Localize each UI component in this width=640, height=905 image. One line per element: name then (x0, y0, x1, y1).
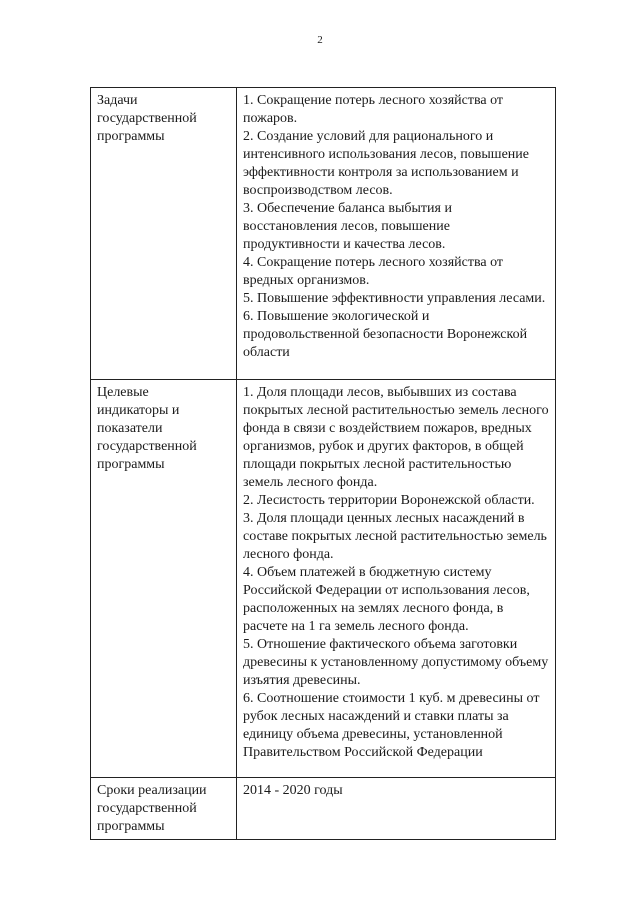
list-item: 5. Отношение фактического объема заготовки древесины к установленному допустимому объему изъятия древесины. (243, 637, 549, 688)
row-value-period (237, 778, 556, 840)
label-line: Задачи (97, 93, 138, 108)
label-line: программы (97, 129, 165, 144)
page-number: 2 (317, 34, 323, 46)
table-row-period (91, 778, 556, 840)
program-passport-table (90, 87, 556, 840)
list-item: 6. Повышение экологической и продовольственной безопасности Воронежской области (243, 309, 528, 360)
label-line: государственной (97, 801, 197, 816)
row-label-indicators (91, 380, 237, 778)
label-line: государственной (97, 111, 197, 126)
list-item: 2. Лесистость территории Воронежской области. (243, 493, 535, 508)
list-item: 2014 - 2020 годы (243, 783, 343, 798)
label-line: индикаторы и (97, 403, 180, 418)
label-line: государственной (97, 439, 197, 454)
label-line: Целевые (97, 385, 149, 400)
list-item: 3. Доля площади ценных лесных насаждений в составе покрытых лесной растительностью земель лесного фонда. (243, 511, 547, 562)
table-row-tasks (91, 88, 556, 380)
list-item: 4. Сокращение потерь лесного хозяйства от вредных организмов. (243, 255, 504, 288)
table-row-indicators (91, 380, 556, 778)
label-line: программы (97, 457, 165, 472)
list-item: 1. Доля площади лесов, выбывших из состава покрытых лесной растительностью земель лесного фонда в связи с воздействием пожаров, вредных организмов, рубок и других факторов, в общей площади покрытых лесной растительностью земель лесного фонда. (243, 385, 549, 490)
list-item: 6. Соотношение стоимости 1 куб. м древесины от рубок лесных насаждений и ставки платы за единицу объема древесины, установленной Правительством Российской Федерации (243, 691, 540, 760)
label-line: Сроки реализации (97, 783, 207, 798)
list-item: 5. Повышение эффективности управления лесами. (243, 291, 546, 306)
row-label-period (91, 778, 237, 840)
list-item: 3. Обеспечение баланса выбытия и восстановления лесов, повышение продуктивности и качества лесов. (243, 201, 452, 252)
label-line: программы (97, 819, 165, 834)
label-line: показатели (97, 421, 163, 436)
list-item: 1. Сокращение потерь лесного хозяйства от пожаров. (243, 93, 504, 126)
list-item: 4. Объем платежей в бюджетную систему Российской Федерации от использования лесов, расположенных на землях лесного фонда, в расчете на 1 га земель лесного фонда. (243, 565, 530, 634)
row-label-tasks (91, 88, 237, 380)
row-value-tasks (237, 88, 556, 380)
row-value-indicators (237, 380, 556, 778)
list-item: 2. Создание условий для рационального и интенсивного использования лесов, повышение эффективности контроля за использованием и воспроизводством лесов. (243, 129, 529, 198)
